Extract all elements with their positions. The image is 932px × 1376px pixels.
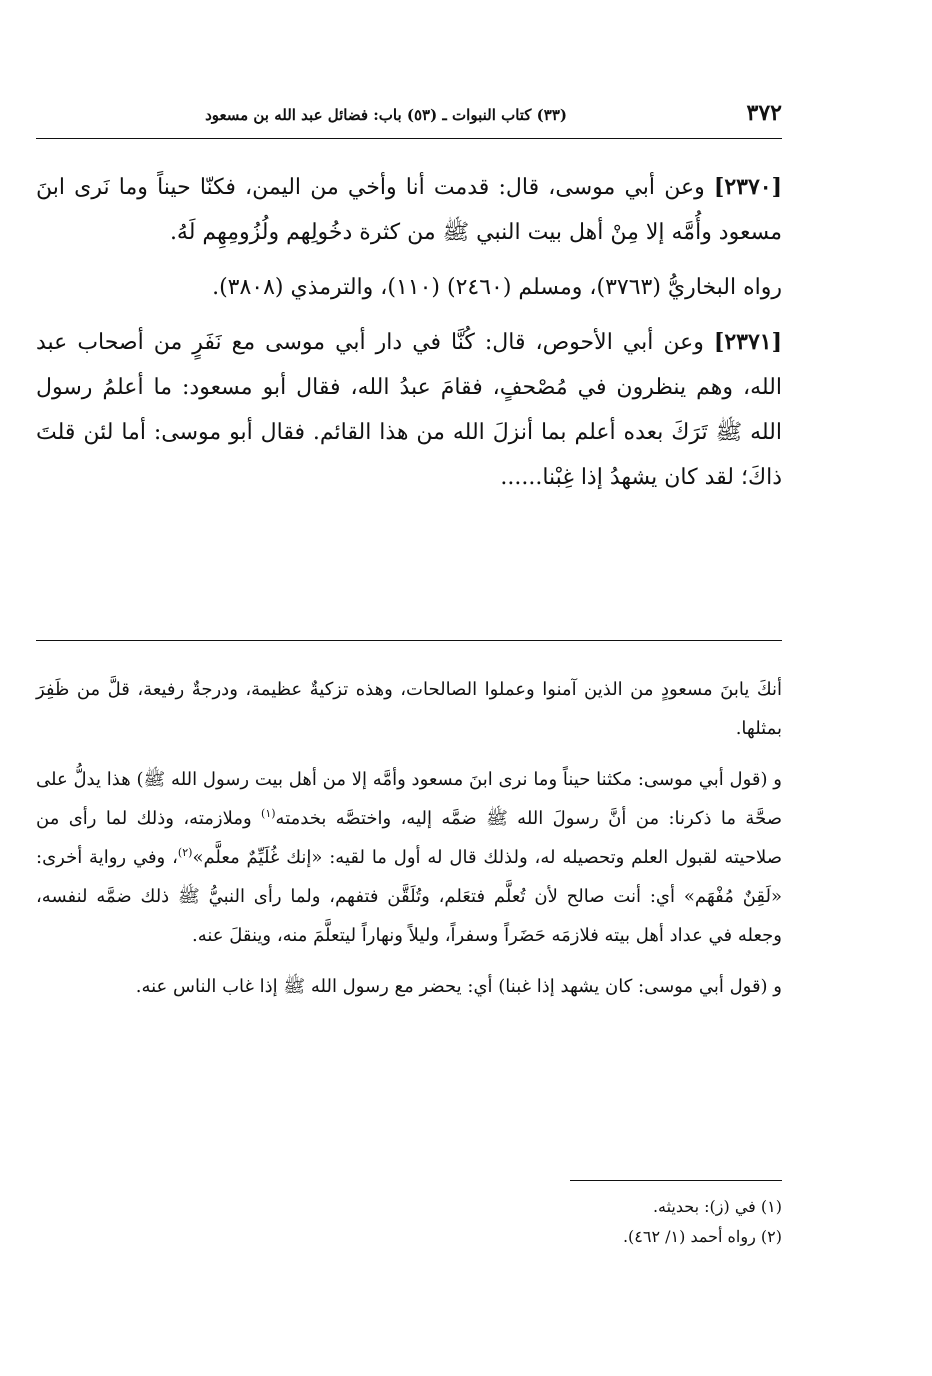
- footnote-marker: (٢): [177, 846, 193, 859]
- footnote: (١) في (ز): بحديثه.: [652, 1197, 782, 1216]
- footnote-rule: [570, 1180, 782, 1181]
- hadith-body: وعن أبي موسى، قال: قدمت أنا وأخي من اليمن، فكنّا حيناً وما نَرى ابنَ مسعود وأُمَّه إلا مِنْ أهل بيت النبي ﷺ من كثرة دخُولِهم ولُزُومِهِم لَهُ.: [36, 175, 782, 245]
- commentary-paragraph: و (قول أبي موسى: كان يشهد إذا غبنا) أي: يحضر مع رسول الله ﷺ إذا غاب الناس عنه.: [135, 976, 782, 997]
- commentary-paragraph: أنكَ يابنَ مسعودٍ من الذين آمنوا وعملوا الصالحات، وهذه تزكيةٌ عظيمة، ودرجةٌ رفيعة، قلَّ من ظَفِرَ بمثلها.: [36, 679, 782, 739]
- hadith-2370: [36, 165, 782, 255]
- book-page: [36, 0, 782, 1376]
- footnote: (٢) رواه أحمد (١/ ٤٦٢).: [622, 1227, 782, 1246]
- commentary-text: و (قول أبي موسى: مكثنا حيناً وما نرى ابنَ مسعود وأمَّه إلا من أهل بيت رسول الله ﷺ) هذا يدلُّ على صحَّة ما ذكرنا: من أنَّ رسولَ الله ﷺ ضمَّه إليه، واختصَّه بخدمته: [36, 769, 782, 829]
- page-header: [36, 98, 782, 132]
- hadith-2371: [36, 320, 782, 500]
- hadith-text: [36, 165, 782, 510]
- hadith-number: [٢٣٧١]: [713, 329, 782, 355]
- hadith-number: [٢٣٧٠]: [713, 174, 782, 200]
- commentary-paragraph: [36, 760, 782, 955]
- commentary-text: ، وفي رواية أخرى: «لَقِنٌ مُفْهَم» أي: أنت صالح لأن تُعلَّم فتعَلم، وتُلَقَّن فتفهم، ولما رأى النبيُّ ﷺ ذلك ضمَّه لنفسه، وجعله في عداد أهل بيته فلازمَه حَضَراً وسفراً، وليلاً ونهاراً ليتعلَّمَ منه، وينقلَ عنه.: [36, 847, 782, 946]
- commentary-text: وملازمته، وذلك لما رأى من صلاحيته لقبول العلم وتحصيله له، ولذلك قال له أول ما لقيه: «إنك غُلَيِّمٌ معلَّم»: [36, 808, 782, 868]
- hadith-body: وعن أبي الأحوص، قال: كُنَّا في دار أبي موسى مع نَفَرٍ من أصحاب عبد الله، وهم ينظرون في مُصْحفٍ، فقامَ عبدُ الله، فقال أبو مسعود: ما أعلمُ رسول الله ﷺ تَرَكَ بعده أعلم بما أنزلَ الله من هذا القائم. فقال أبو موسى: أما لئن قلتَ ذاكَ؛ لقد كان يشهدُ إذا غِبْنا......: [36, 330, 782, 490]
- text-commentary-separator: [36, 640, 782, 641]
- footnote-marker: (١): [261, 807, 276, 820]
- hadith-source: رواه البخاريُّ (٣٧٦٣)، ومسلم (٢٤٦٠) (١١٠)، والترمذي (٣٨٠٨).: [212, 275, 782, 300]
- header-rule: [36, 138, 782, 139]
- running-title: (٣٣) كتاب النبوات ـ (٥٣) باب: فضائل عبد الله بن مسعود: [205, 106, 567, 124]
- page-number: ٣٧٢: [746, 100, 782, 126]
- commentary: [36, 670, 782, 1018]
- footnotes: [36, 1192, 782, 1252]
